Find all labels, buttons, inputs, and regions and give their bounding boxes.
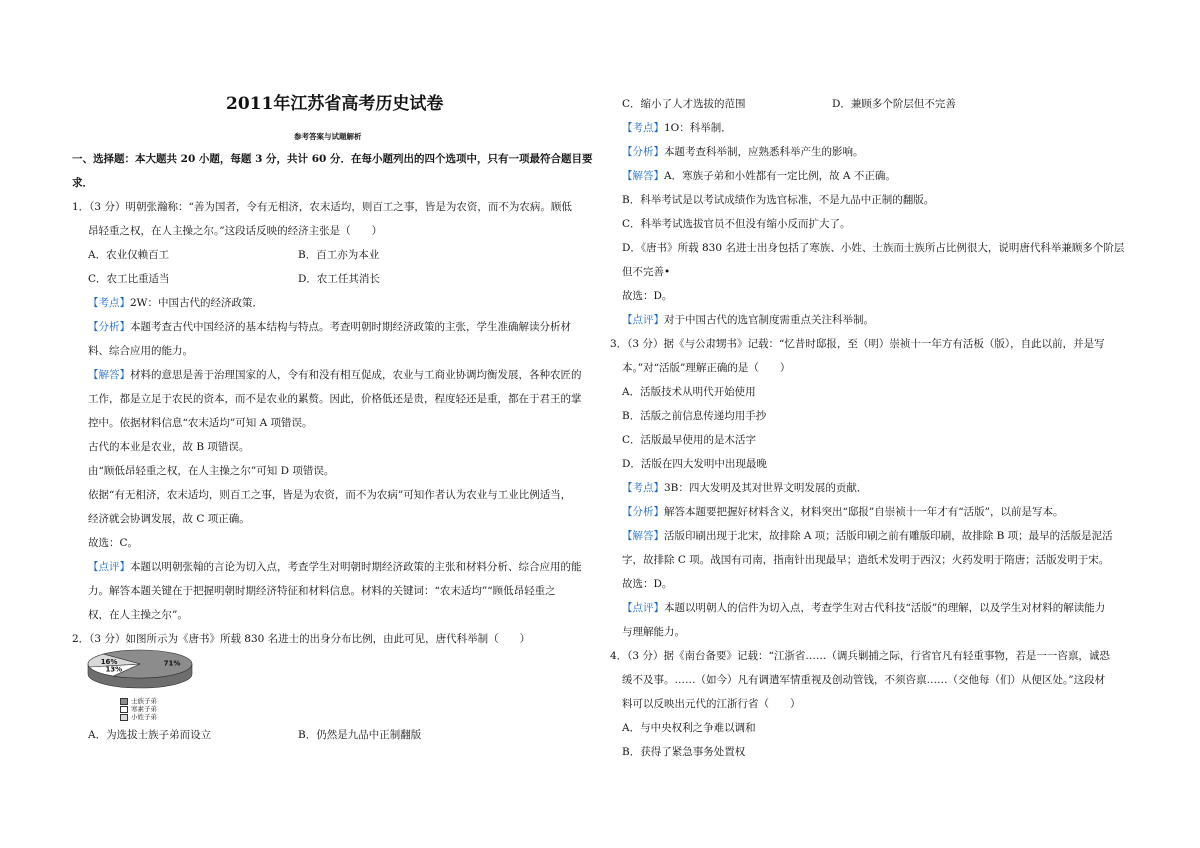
pie-data-label: 16%	[100, 658, 118, 667]
q3-dianping-text: 本题以明朝人的信件为切入点，考查学生对古代科技“活版”的理解，以及学生对材料的解读能力	[664, 602, 1106, 614]
q4-stem-line3: 料可以反映出元代的江浙行省（ ）	[622, 698, 801, 710]
q3-stem-cont: 本。”对“活版”理解正确的是（ ）	[622, 362, 791, 374]
q1-answer: 故选：C。	[88, 537, 139, 549]
kaodian-tag: 【考点】	[622, 482, 664, 494]
q2-fenxi	[622, 145, 864, 159]
q1-jieda-line4: 古代的本业是农业，故 B 项错误。	[88, 441, 250, 453]
q4-stem: 4．（3 分）据《南台备要》记载：“江浙省……（调兵剿捕之际，行省官凡有轻重事物，若是一一咨禀，诚恐	[610, 650, 1110, 662]
q1-option-a: A．农业仅赖百工	[88, 249, 170, 261]
q2-jieda	[622, 169, 896, 183]
kaodian-tag: 【考点】	[88, 297, 130, 309]
q3-fenxi	[622, 505, 1063, 519]
fenxi-tag: 【分析】	[622, 506, 664, 518]
q2-dianping	[622, 313, 874, 327]
q1-dianping	[88, 560, 582, 574]
q1-fenxi	[88, 320, 571, 334]
page-subtitle: 参考答案与试题解析	[294, 132, 362, 141]
legend-swatch	[120, 698, 128, 705]
q3-kaodian	[622, 481, 867, 495]
q4-stem-line2: 缓不及事。……（如今）凡有调遣军情重视及创动管钱，不须咨禀……（交他每（们）从便区处。”这段材	[622, 674, 1106, 686]
kaodian-tag: 【考点】	[622, 122, 664, 134]
pie-data-label: 13%	[105, 665, 123, 674]
q1-jieda-line6: 依据“有无相济，农末适均，则百工之事，皆是为农资，而不为农病”可知作者认为农业与工业比例适当，	[88, 489, 572, 501]
jieda-tag: 【解答】	[622, 530, 664, 542]
q2-kaodian-text: 1O：科举制．	[664, 122, 732, 134]
q3-option-b: B．活版之前信息传递均用手抄	[622, 410, 767, 422]
legend-swatch	[120, 714, 128, 721]
q2-option-c: C．缩小了人才选拔的范围	[622, 98, 746, 110]
q2-answer: 故选：D。	[622, 290, 673, 302]
q3-option-c: C．活版最早使用的是木活字	[622, 434, 757, 446]
page-title: 2011年江苏省高考历史试卷	[226, 94, 444, 114]
legend-item	[120, 697, 157, 705]
q2-jieda-a: A．寒族子弟和小姓都有一定比例，故 A 不正确。	[664, 170, 896, 182]
q4-option-a: A．与中央权利之争难以调和	[622, 722, 756, 734]
q4-option-b: B．获得了紧急事务处置权	[622, 746, 746, 758]
q1-stem-cont: 昂轻重之权，在人主操之尔。”这段话反映的经济主张是（ ）	[88, 225, 383, 237]
section-heading-cont: 求．	[72, 177, 93, 189]
q3-fenxi-text: 解答本题要把握好材料含义，材料突出“邸报”自崇祯十一年才有“活版”，以前是写本。	[664, 506, 1064, 518]
q1-option-c: C．农工比重适当	[88, 273, 170, 285]
q1-kaodian-text: 2W：中国古代的经济政策．	[130, 297, 263, 309]
q1-dianping-line3: 权，在人主操之尔”。	[88, 609, 188, 621]
q1-dianping-line2: 力。解答本题关键在于把握明朝时期经济特征和材料信息。材料的关键词：“农末适均”“顾低昂轻重之	[88, 585, 556, 597]
q3-kaodian-text: 3B：四大发明及其对世界文明发展的贡献．	[664, 482, 868, 494]
q1-option-b: B．百工亦为本业	[298, 249, 380, 261]
q2-jieda-c: C．科举考试选拔官员不但没有缩小反而扩大了。	[622, 218, 851, 230]
pie-chart-svg	[86, 646, 194, 696]
legend-label: 寒素子弟	[131, 705, 157, 713]
q2-stem: 2．（3 分）如图所示为《唐书》所载 830 名进士的出身分布比例，由此可见，唐代科举制（ ）	[72, 633, 531, 645]
q3-dianping	[622, 601, 1105, 615]
q3-option-d: D．活版在四大发明中出现最晚	[622, 458, 767, 470]
q3-jieda-text: 活版印刷出现于北宋，故排除 A 项；活版印刷之前有雕版印刷，故排除 B 项；最早的活版是泥活	[664, 530, 1113, 542]
q3-option-a: A．活版技术从明代开始使用	[622, 386, 756, 398]
dianping-tag: 【点评】	[622, 314, 664, 326]
q1-jieda-text: 材料的意思是善于治理国家的人，令有和没有相互促成，农业与工商业协调均衡发展，各种农匠的	[130, 369, 582, 381]
q3-dianping-line2: 与理解能力。	[622, 626, 685, 638]
dianping-tag: 【点评】	[88, 561, 130, 573]
legend-label: 士族子弟	[131, 697, 157, 705]
section-heading: 一、选择题：本大题共 20 小题，每题 3 分，共计 60 分．在每小题列出的四个选项中，只有一项最符合题目要	[72, 153, 593, 165]
q2-jieda-d: D．《唐书》所载 830 名进士出身包括了寒族、小姓、士族而士族所占比例很大，说明唐代科举兼顾多个阶层	[622, 242, 1125, 254]
q1-kaodian	[88, 296, 263, 310]
q3-jieda	[622, 529, 1113, 543]
q3-jieda-line2: 字，故排除 C 项。战国有司南，指南针出现最早；造纸术发明于西汉；火药发明于隋唐；活版发明于宋。	[622, 554, 1110, 566]
jieda-tag: 【解答】	[622, 170, 664, 182]
fenxi-tag: 【分析】	[88, 321, 130, 333]
q2-option-d: D．兼顾多个阶层但不完善	[832, 98, 956, 110]
q2-option-a: A．为选拔士族子弟而设立	[88, 729, 212, 741]
q1-jieda-line2: 工作，都是立足于农民的资本，而不是农业的累赘。因此，价格低还是贵，程度轻还是重，都在于君王的掌	[88, 393, 582, 405]
q2-kaodian	[622, 121, 732, 135]
q1-jieda	[88, 368, 582, 382]
jieda-tag: 【解答】	[88, 369, 130, 381]
q1-jieda-line3: 控中。依据材料信息“农末适均”可知 A 项错误。	[88, 417, 313, 429]
q3-answer: 故选：D。	[622, 578, 673, 590]
legend-label: 小姓子弟	[131, 713, 157, 721]
q1-fenxi-cont: 料、综合应用的能力。	[88, 345, 193, 357]
pie-data-label: 71%	[163, 659, 181, 668]
q1-stem: 1．（3 分）明朝张瀚称：“善为国者，令有无相济，农末适均，则百工之事，皆是为农资，而不为农病。顾低	[72, 201, 572, 213]
legend-item	[120, 713, 157, 721]
q1-jieda-line5: 由“顾低昂轻重之权，在人主操之尔”可知 D 项错误。	[88, 465, 335, 477]
q3-stem: 3．（3 分）据《与公肃甥书》记载：“忆昔时邸报，至（明）崇祯十一年方有活板（版），自此以前，并是写	[610, 338, 1105, 350]
q1-dianping-text: 本题以明朝张翰的言论为切入点，考查学生对明朝时期经济政策的主张和材料分析、综合应用的能	[130, 561, 582, 573]
q2-jieda-b: B．科举考试是以考试成绩作为选官标准，不是九品中正制的翻版。	[622, 194, 935, 206]
q2-option-b: B．仍然是九品中正制翻版	[298, 729, 422, 741]
legend-item	[120, 705, 157, 713]
fenxi-tag: 【分析】	[622, 146, 664, 158]
q1-fenxi-text: 本题考查古代中国经济的基本结构与特点。考查明朝时期经济政策的主张，学生准确解读分析材	[130, 321, 571, 333]
pie-legend	[120, 697, 157, 721]
dianping-tag: 【点评】	[622, 602, 664, 614]
q2-jieda-d-cont: 但不完善•	[622, 266, 671, 278]
q2-fenxi-text: 本题考查科举制，应熟悉科举产生的影响。	[664, 146, 864, 158]
legend-swatch	[120, 706, 128, 713]
q1-jieda-line7: 经济就会协调发展，故 C 项正确。	[88, 513, 250, 525]
q1-option-d: D．农工任其消长	[298, 273, 380, 285]
q2-dianping-text: 对于中国古代的选官制度需重点关注科举制。	[664, 314, 874, 326]
